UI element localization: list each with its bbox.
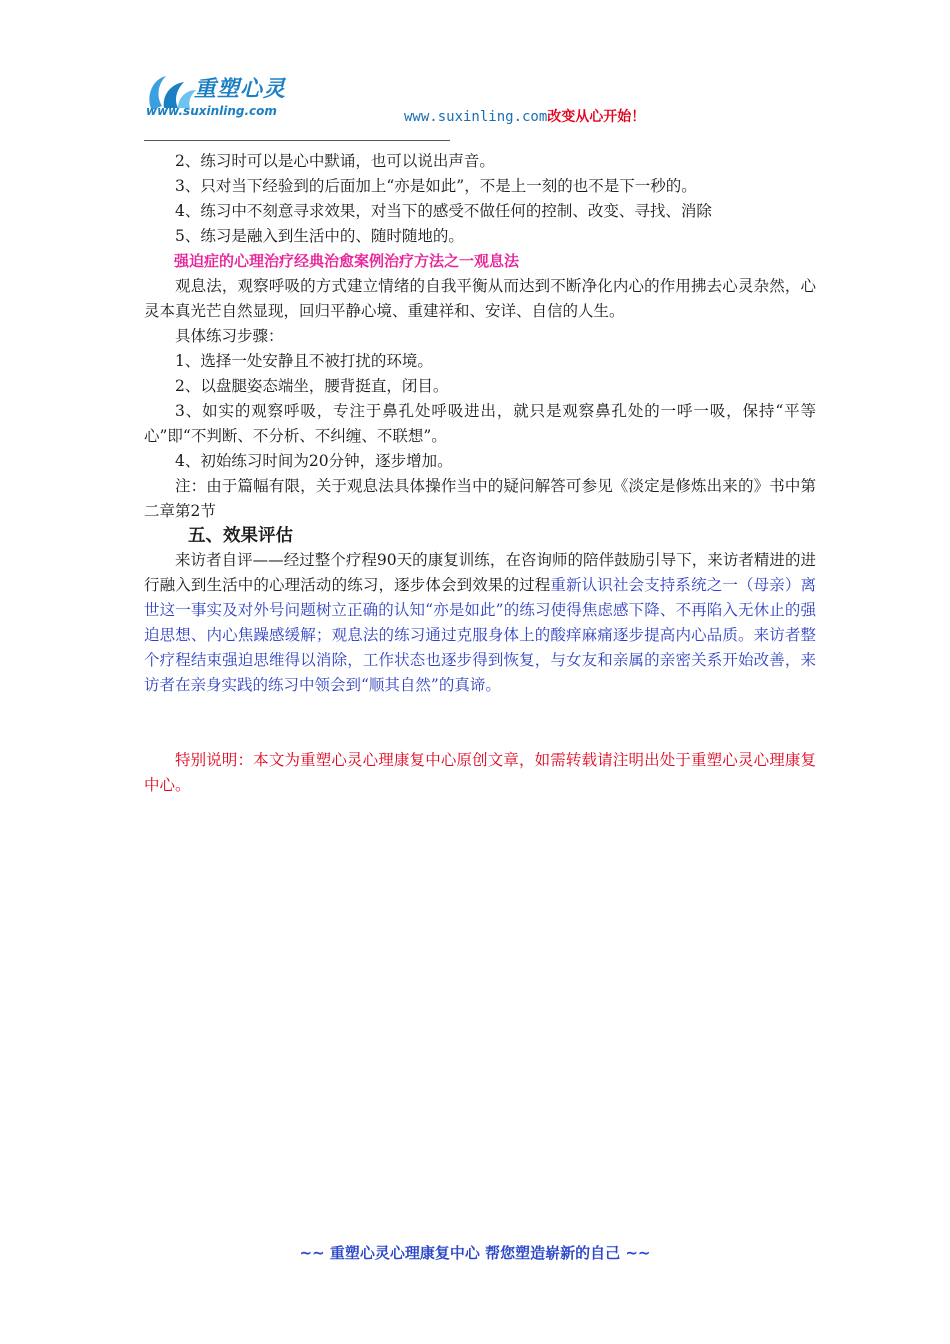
site-url-link[interactable]: www.suxinling.com (404, 109, 548, 125)
practice-step: 3、只对当下经验到的后面加上“亦是如此”，不是上一刻的也不是下一秒的。 (175, 177, 697, 195)
header-divider (144, 140, 450, 141)
steps-title: 具体练习步骤： (175, 327, 284, 345)
evaluation-highlight: 重新认识社会支持系统之一（母亲）离世这一事实及对外号问题树立正确的认知“亦是如此”的练习使得焦虑感下降、不再陷入无休止的强迫思想、内心焦躁感缓解；观息法的练习通过克服身体上的酸痒麻痛逐步提高内心品质。来访者整个疗程结束强迫思维得以消除，工作状态也逐步得到恢复，与女友和亲属的亲密关系开始改善，来访者在亲身实践的练习中领会到“顺其自然”的真谛。 (144, 576, 816, 694)
method-heading: 强迫症的心理治疗经典治愈案例治疗方法之一观息法 (174, 252, 520, 270)
method-intro: 观息法，观察呼吸的方式建立情绪的自我平衡从而达到不断净化内心的作用拂去心灵杂然，心灵本真光芒自然显现，回归平静心境、重建祥和、安详、自信的人生。 (144, 277, 816, 320)
brand-url: www.suxinling.com (146, 104, 277, 118)
section-heading: 五、效果评估 (188, 526, 293, 546)
page-header (144, 66, 704, 142)
special-note: 特别说明：本文为重塑心灵心理康复中心原创文章，如需转载请注明出处于重塑心灵心理康复中心。 (144, 751, 816, 794)
brand-logo (144, 66, 324, 126)
page-footer: ~~ 重塑心灵心理康复中心 帮您塑造崭新的自己 ~~ (299, 1244, 651, 1262)
practice-step: 2、练习时可以是心中默诵，也可以说出声音。 (175, 152, 495, 170)
practice-step: 4、练习中不刻意寻求效果，对当下的感受不做任何的控制、改变、寻找、消除 (175, 202, 712, 220)
evaluation-paragraph (144, 548, 816, 698)
breathing-step: 3、如实的观察呼吸，专注于鼻孔处呼吸进出，就只是观察鼻孔处的一呼一吸，保持“平等心”即“不判断、不分析、不纠缠、不联想”。 (144, 402, 816, 445)
reference-note: 注：由于篇幅有限，关于观息法具体操作当中的疑问解答可参见《淡定是修炼出来的》书中第二章第2节 (144, 477, 816, 520)
brand-name: 重塑心灵 (194, 77, 287, 102)
breathing-step: 2、以盘腿姿态端坐，腰背挺直，闭目。 (175, 377, 449, 395)
evaluation-text: 来访者自评——经过整个疗程90天的康复训练，在咨询师的陪伴鼓励引导下，来访者精进的进行融入到生活中的心理活动的练习，逐步体会到效果的过程 (144, 551, 816, 594)
header-slogan (404, 106, 645, 126)
practice-step: 5、练习是融入到生活中的、随时随地的。 (175, 227, 464, 245)
breathing-step: 4、初始练习时间为20分钟，逐步增加。 (175, 452, 453, 470)
article-body (144, 149, 816, 798)
breathing-step: 1、选择一处安静且不被打扰的环境。 (175, 352, 433, 370)
slogan-text: 改变从心开始！ (547, 109, 646, 125)
